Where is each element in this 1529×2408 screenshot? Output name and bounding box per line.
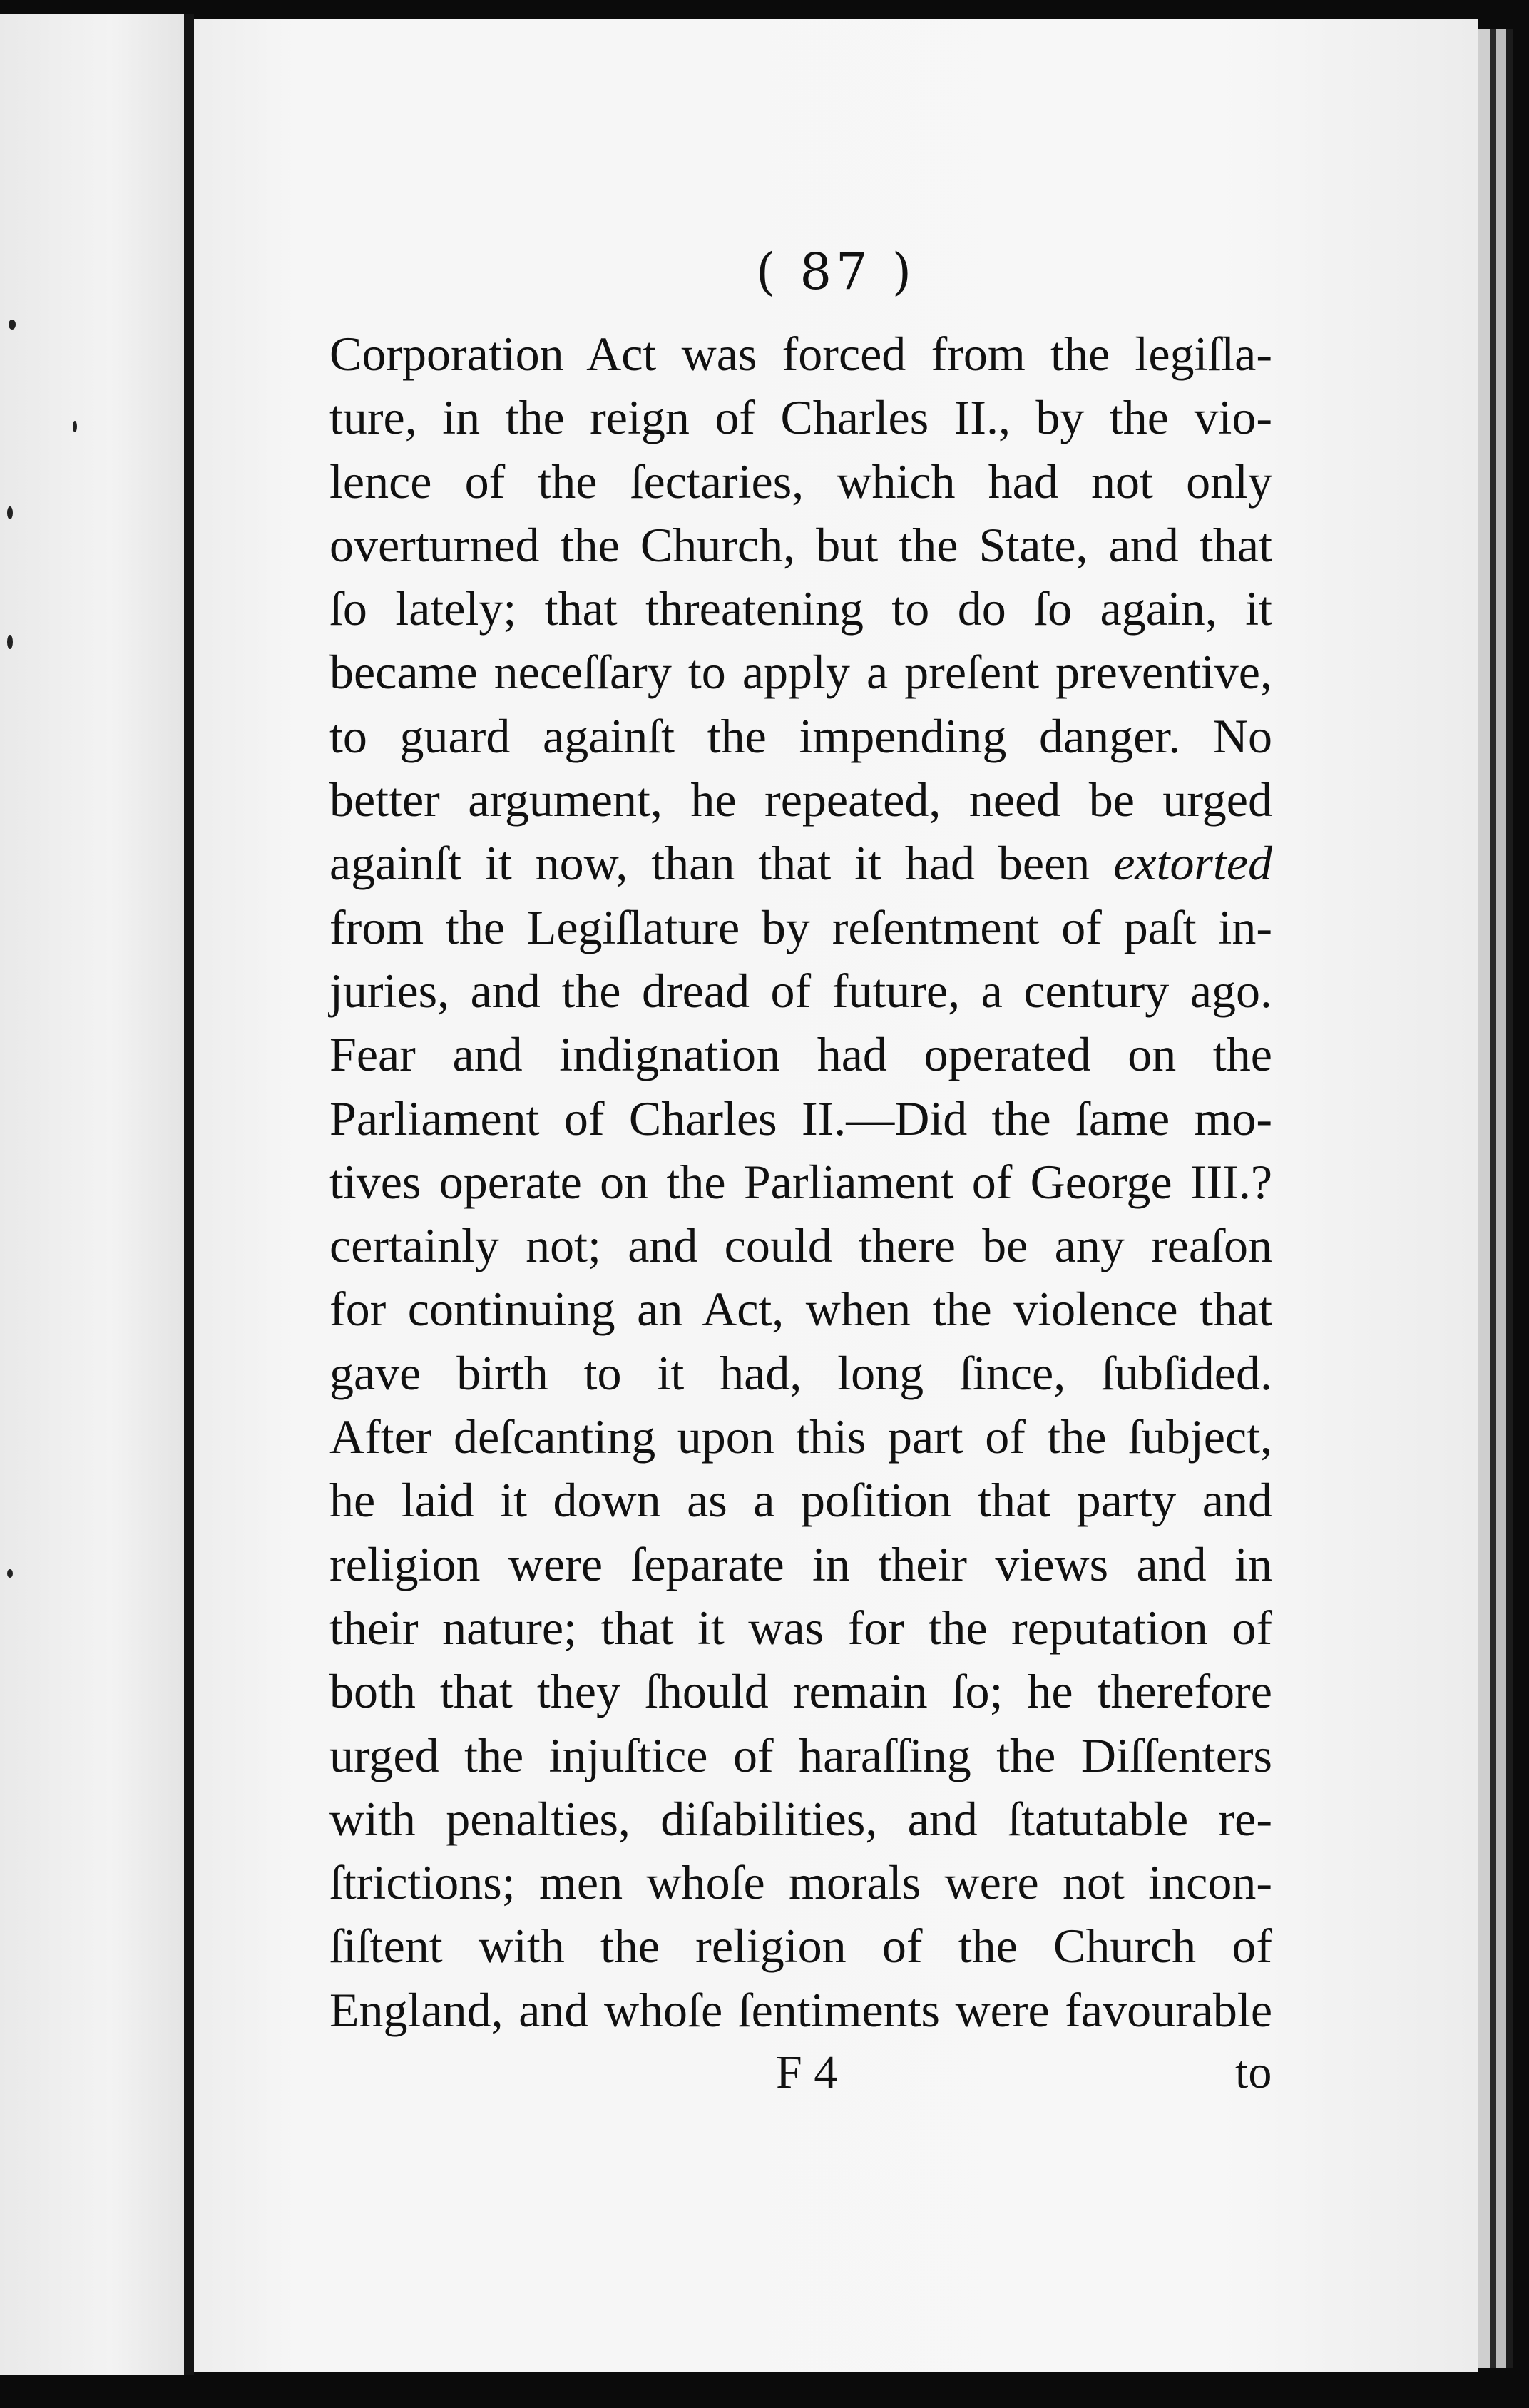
text-line: overturned the Church, but the State, and that	[329, 517, 1272, 572]
text-line: better argument, he repeated, need be urged	[329, 772, 1272, 827]
text-line: Parliament of Charles II.—Did the ſame mo-	[329, 1091, 1272, 1146]
facing-page-fragment	[0, 14, 184, 2375]
body-text	[329, 322, 1272, 2042]
signature-mark: F 4	[776, 2046, 838, 2098]
text-line: with penalties, diſabilities, and ſtatutable re-	[329, 1791, 1272, 1846]
text-line: juries, and the dread of future, a century ago.	[329, 963, 1272, 1018]
text-line: ture, in the reign of Charles II., by the vio-	[329, 390, 1272, 445]
text-line: England, and whoſe ſentiments were favourable	[329, 1982, 1272, 2037]
text-line: Corporation Act was forced from the legiſla-	[329, 327, 1272, 381]
italic-word: extorted	[1113, 836, 1273, 891]
page-edge	[1478, 29, 1490, 2368]
ink-speck	[73, 421, 77, 432]
text-line: to guard againſt the impending danger. No	[329, 708, 1272, 763]
text-line: both that they ſhould remain ſo; he therefore	[329, 1664, 1272, 1719]
ink-speck	[7, 506, 13, 519]
text-line: religion were ſeparate in their views and in	[329, 1536, 1272, 1591]
text-line: became neceſſary to apply a preſent preventive,	[329, 645, 1272, 700]
page-number-header: ( 87 )	[755, 243, 916, 301]
text-line: ſo lately; that threatening to do ſo again, it	[329, 581, 1272, 636]
ink-speck	[7, 635, 13, 649]
text-line: for continuing an Act, when the violence that	[329, 1282, 1272, 1337]
page-edge	[1490, 29, 1496, 2368]
text-line: Fear and indignation had operated on the	[329, 1027, 1272, 1082]
page-edge	[1506, 29, 1513, 2368]
page-gutter	[184, 14, 194, 2375]
text-line: their nature; that it was for the reputation of	[329, 1600, 1272, 1655]
ink-speck	[9, 320, 16, 330]
text-line: from the Legiſlature by reſentment of paſt in-	[329, 899, 1272, 954]
text-line: certainly not; and could there be any reaſon	[329, 1218, 1272, 1273]
text-line: After deſcanting upon this part of the ſubject,	[329, 1409, 1272, 1464]
text-line-with-italic	[329, 832, 1272, 895]
catchword: to	[1235, 2046, 1272, 2098]
page-edge	[1496, 29, 1506, 2368]
text-segment: againſt it now, than that it had been	[329, 836, 1090, 891]
text-line: tives operate on the Parliament of George III.?	[329, 1154, 1272, 1209]
text-line: ſiſtent with the religion of the Church of	[329, 1919, 1272, 1974]
text-line: ſtrictions; men whoſe morals were not incon-	[329, 1855, 1272, 1910]
text-line: urged the injuſtice of haraſſing the Diſſenters	[329, 1728, 1272, 1782]
ink-speck	[7, 1569, 13, 1578]
text-line: he laid it down as a poſition that party and	[329, 1473, 1272, 1528]
text-line: lence of the ſectaries, which had not only	[329, 454, 1272, 509]
text-line: gave birth to it had, long ſince, ſubſided.	[329, 1345, 1272, 1400]
